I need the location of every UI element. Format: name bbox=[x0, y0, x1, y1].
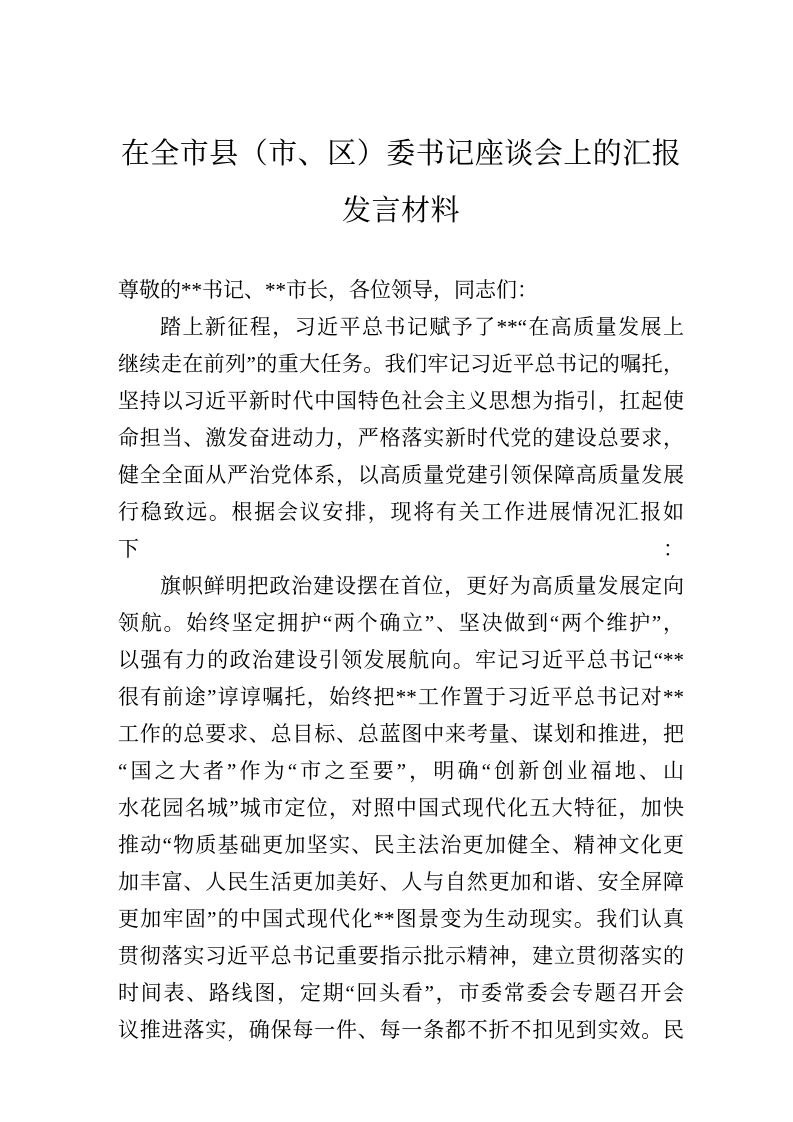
body-line: 旗帜鲜明把政治建设摆在首位，更好为高质量发展定向 bbox=[160, 574, 684, 598]
document-body bbox=[118, 272, 684, 1049]
body-line: 工作的总要求、总目标、总蓝图中来考量、谋划和推进，把 bbox=[118, 722, 684, 746]
body-line: 贯彻落实习近平总书记重要指示批示精神，建立贯彻落实的 bbox=[118, 944, 684, 968]
body-line: 时间表、路线图，定期“回头看”，市委常委会专题召开会 bbox=[118, 981, 684, 1005]
body-line: 以强有力的政治建设引领发展航向。牢记习近平总书记“** bbox=[118, 648, 684, 672]
body-line: 更加牢固”的中国式现代化**图景变为生动现实。我们认真 bbox=[118, 907, 684, 931]
body-line: 健全全面从严治党体系，以高质量党建引领保障高质量发展 bbox=[118, 463, 684, 487]
body-line: 推动“物质基础更加坚实、民主法治更加健全、精神文化更 bbox=[118, 833, 684, 857]
body-line: 继续走在前列”的重大任务。我们牢记习近平总书记的嘱托， bbox=[118, 352, 684, 376]
salutation-line: 尊敬的**书记、**市长，各位领导，同志们： bbox=[118, 278, 538, 302]
body-line: 领航。始终坚定拥护“两个确立”、坚决做到“两个维护”， bbox=[118, 611, 684, 635]
body-line: 坚持以习近平新时代中国特色社会主义思想为指引，扛起使 bbox=[118, 389, 684, 413]
body-line: 命担当、激发奋进动力，严格落实新时代党的建设总要求， bbox=[118, 426, 684, 450]
body-line: “国之大者”作为“市之至要”，明确“创新创业福地、山 bbox=[118, 759, 684, 783]
body-line: 议推进落实，确保每一件、每一条都不折不扣见到实效。民 bbox=[118, 1018, 684, 1042]
body-line: 踏上新征程，习近平总书记赋予了**“在高质量发展上 bbox=[160, 315, 684, 339]
title-line-2: 发言材料 bbox=[341, 195, 460, 227]
body-line: 加丰富、人民生活更加美好、人与自然更加和谐、安全屏障 bbox=[118, 870, 684, 894]
title-line-1: 在全市县（市、区）委书记座谈会上的汇报 bbox=[120, 138, 682, 170]
body-line: 行稳致远。根据会议安排，现将有关工作进展情况汇报如下： bbox=[118, 500, 684, 561]
body-line: 水花园名城”城市定位，对照中国式现代化五大特征，加快 bbox=[118, 796, 684, 820]
body-line: 很有前途”谆谆嘱托，始终把**工作置于习近平总书记对** bbox=[118, 685, 684, 709]
document-title bbox=[118, 126, 684, 240]
